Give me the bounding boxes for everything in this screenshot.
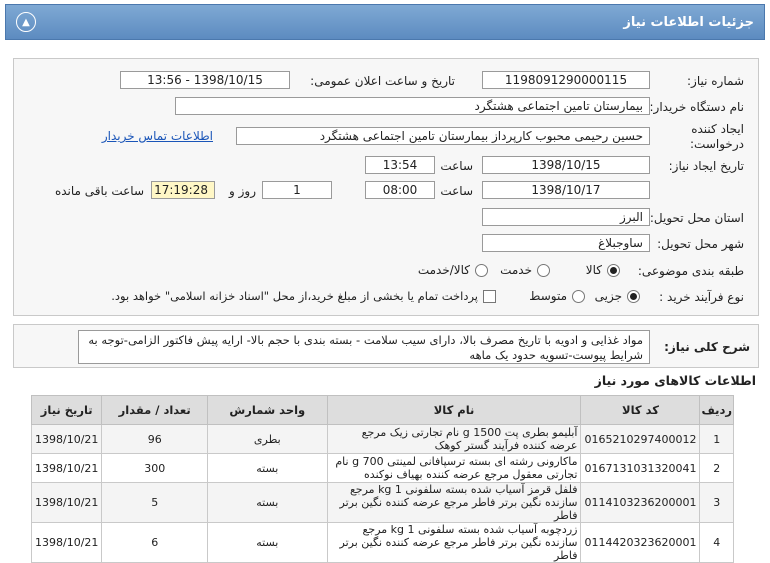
cell-qty: 96 xyxy=(102,425,208,454)
category-radio-goods[interactable] xyxy=(607,264,620,277)
buyer-org-label: نام دستگاه خریدار: xyxy=(649,100,744,114)
category-option-goods: کالا xyxy=(585,263,602,277)
need-number-label: شماره نیاز: xyxy=(687,74,744,88)
category-label: طبقه بندی موضوعی: xyxy=(637,264,744,278)
cell-date: 1398/10/21 xyxy=(32,454,102,483)
category-option-goods-service: کالا/خدمت xyxy=(417,263,470,277)
cell-unit: بسته xyxy=(208,523,328,563)
cell-row: 2 xyxy=(700,454,734,483)
treasury-payment-note: پرداخت تمام یا بخشی از مبلغ خرید،از محل "اسناد خزانه اسلامی" خواهد بود. xyxy=(111,289,478,303)
process-label: نوع فرآیند خرید : xyxy=(659,290,744,304)
category-radio-service[interactable] xyxy=(537,264,550,277)
validity-time-field: 08:00 xyxy=(365,181,435,199)
table-row[interactable] xyxy=(32,523,734,563)
city-label: شهر محل تحویل: xyxy=(657,237,744,251)
description-panel xyxy=(13,324,759,368)
category-option-service: خدمت xyxy=(500,263,532,277)
items-section-title: اطلاعات کالاهای مورد نیاز xyxy=(594,373,756,388)
city-field: ساوجبلاغ xyxy=(482,234,650,252)
cell-qty: 300 xyxy=(102,454,208,483)
table-row[interactable] xyxy=(32,425,734,454)
cell-unit: بسته xyxy=(208,483,328,523)
col-date: تاریخ نیاز xyxy=(32,396,102,425)
col-unit: واحد شمارش xyxy=(208,396,328,425)
creator-field: حسین رحیمی محبوب کارپرداز بیمارستان تامین اجتماعی هشتگرد xyxy=(236,127,650,145)
days-and-label: روز و xyxy=(229,184,256,198)
contact-info-link[interactable]: اطلاعات تماس خریدار xyxy=(101,129,213,143)
need-info-panel xyxy=(13,58,759,316)
cell-code: 0114420323620001 xyxy=(581,523,700,563)
process-option-minor: جزیی xyxy=(594,289,622,303)
cell-row: 1 xyxy=(700,425,734,454)
remaining-time-field: 17:19:28 xyxy=(151,181,215,199)
province-field: البرز xyxy=(482,208,650,226)
col-row: ردیف xyxy=(700,396,734,425)
process-radio-minor[interactable] xyxy=(627,290,640,303)
description-text: مواد غذایی و ادویه با تاریخ مصرف بالا، دارای سیب سلامت - بسته بندی با حجم بالا- ارایه پیش فاکتور الزامی-توجه به شرایط پیوست-تسویه حدود یک ماهه xyxy=(78,330,650,364)
cell-unit: بسته xyxy=(208,454,328,483)
cell-name: آبلیمو بطری پت 1500 g نام تجارتی زیک مرجع عرضه کننده فرآیند گستر کوهک xyxy=(327,425,581,454)
page-header xyxy=(5,4,765,40)
description-label: شرح کلی نیاز: xyxy=(664,340,750,354)
page-title: جزئیات اطلاعات نیاز xyxy=(623,14,754,30)
announce-field: 1398/10/15 - 13:56 xyxy=(120,71,290,89)
cell-row: 3 xyxy=(700,483,734,523)
cell-date: 1398/10/21 xyxy=(32,523,102,563)
province-label: استان محل تحویل: xyxy=(649,211,744,225)
col-name: نام کالا xyxy=(327,396,581,425)
cell-unit: بطری xyxy=(208,425,328,454)
created-date-label: تاریخ ایجاد نیاز: xyxy=(668,159,744,173)
treasury-payment-checkbox[interactable] xyxy=(483,290,496,303)
table-row[interactable] xyxy=(32,483,734,523)
cell-row: 4 xyxy=(700,523,734,563)
creator-label-line1: ایجاد کننده xyxy=(691,122,744,136)
process-radio-medium[interactable] xyxy=(572,290,585,303)
cell-code: 0114103236200001 xyxy=(581,483,700,523)
cell-date: 1398/10/21 xyxy=(32,425,102,454)
col-code: کد کالا xyxy=(581,396,700,425)
items-table-header xyxy=(32,396,734,425)
created-date-field: 1398/10/15 xyxy=(482,156,650,174)
process-option-medium: متوسط xyxy=(529,289,567,303)
buyer-org-field: بیمارستان تامین اجتماعی هشتگرد xyxy=(175,97,650,115)
created-time-field: 13:54 xyxy=(365,156,435,174)
announce-label: تاریخ و ساعت اعلان عمومی: xyxy=(310,74,455,88)
col-qty: تعداد / مقدار xyxy=(102,396,208,425)
cell-name: فلفل قرمز آسیاب شده بسته سلفونی 1 kg مرجع سازنده نگین برتر فاطر مرجع عرضه کننده نگین برتر فاطر xyxy=(327,483,581,523)
remaining-label: ساعت باقی مانده xyxy=(54,184,144,198)
validity-date-field: 1398/10/17 xyxy=(482,181,650,199)
need-number-field: 1198091290000115 xyxy=(482,71,650,89)
validity-time-label: ساعت xyxy=(440,184,473,198)
cell-name: زردچوبه آسیاب شده بسته سلفونی 1 kg مرجع سازنده نگین برتر فاطر مرجع عرضه کننده نگین برتر فاطر xyxy=(327,523,581,563)
items-table xyxy=(31,395,734,563)
created-time-label: ساعت xyxy=(440,159,473,173)
cell-name: ماکارونی رشته ای بسته ترسپافانی لمینتی 700 g نام تجارتی معقول مرجع عرضه کننده بهیاف نوکنده xyxy=(327,454,581,483)
cell-date: 1398/10/21 xyxy=(32,483,102,523)
table-row[interactable] xyxy=(32,454,734,483)
cell-code: 0167131031320041 xyxy=(581,454,700,483)
category-radio-goods-service[interactable] xyxy=(475,264,488,277)
chevron-up-icon[interactable]: ▲ xyxy=(16,12,36,32)
creator-label-line2: درخواست: xyxy=(690,137,744,151)
cell-qty: 5 xyxy=(102,483,208,523)
cell-code: 0165210297400012 xyxy=(581,425,700,454)
cell-qty: 6 xyxy=(102,523,208,563)
days-field: 1 xyxy=(262,181,332,199)
